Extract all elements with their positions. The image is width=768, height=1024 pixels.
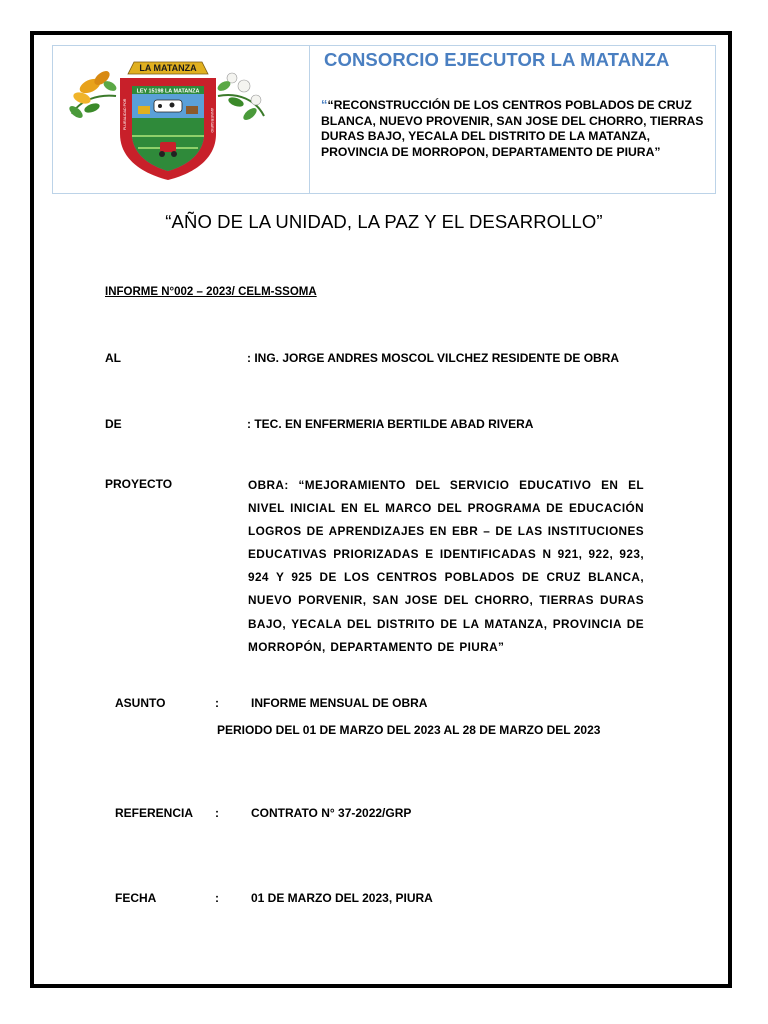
field-label-asunto: ASUNTO — [115, 696, 166, 710]
field-label-fecha: FECHA — [115, 891, 157, 905]
year-title: “AÑO DE LA UNIDAD, LA PAZ Y EL DESARROLLO” — [165, 211, 603, 232]
right-branch-decoration — [216, 73, 264, 122]
field-colon-fecha: : — [215, 891, 219, 905]
field-value-fecha: 01 DE MARZO DEL 2023, PIURA — [251, 891, 433, 905]
svg-text:LA MATANZA: LA MATANZA — [139, 63, 197, 73]
report-number: INFORME N°002 – 2023/ CELM-SSOMA — [105, 286, 317, 298]
project-header-quote-mark: “ — [321, 97, 328, 112]
svg-text:PLURALIDAD POR: PLURALIDAD POR — [123, 98, 127, 130]
field-value-al: : ING. JORGE ANDRES MOSCOL VILCHEZ RESIDENTE DE OBRA — [247, 351, 620, 365]
field-label-referencia: REFERENCIA — [115, 806, 194, 820]
field-colon-referencia: : — [215, 806, 219, 820]
svg-text:LEY 15198 LA MATANZA: LEY 15198 LA MATANZA — [136, 88, 200, 95]
municipal-crest-logo — [68, 56, 268, 182]
company-name: CONSORCIO EJECUTOR LA MATANZA — [324, 49, 670, 70]
field-value-asunto-period: PERIODO DEL 01 DE MARZO DEL 2023 AL 28 DE MARZO DEL 2023 — [217, 723, 601, 737]
crest-ribbon — [132, 86, 204, 95]
field-colon-asunto: : — [215, 696, 219, 710]
field-value-proyecto: OBRA: “MEJORAMIENTO DEL SERVICIO EDUCATIVO EN EL NIVEL INICIAL EN EL MARCO DEL PROGRAMA DE EDUCACIÓN LOGROS DE APRENDIZAJES EN EBR – DE LAS INSTITUCIONES EDUCATIVAS PRIORIZADAS E IDENTIFICADAS N 921, 922, 923, 924 Y 925 DE LOS CENTROS POBLADOS DE CRUZ BLANCA, NUEVO PORVENIR, SAN JOSE DEL CHORRO, TIERRAS DURAS BAJO, YECALA DEL DISTRITO DE LA MATANZA, PROVINCIA DE MORROPÓN, DEPARTAMENTO DE PIURA” — [248, 478, 644, 654]
field-value-referencia: CONTRATO N° 37-2022/GRP — [251, 806, 412, 820]
svg-text:ANIVERSARIO: ANIVERSARIO — [210, 108, 214, 133]
project-header-text: “RECONSTRUCCIÓN DE LOS CENTROS POBLADOS DE CRUZ BLANCA, NUEVO PROVENIR, SAN JOSE DEL CHORRO, TIERRAS DURAS BAJO, YECALA DEL DISTRITO DE LA MATANZA, PROVINCIA DE MORROPON, DEPARTAMENTO DE PIURA” — [321, 98, 704, 159]
letterhead-divider — [309, 45, 310, 194]
field-label-de: DE — [105, 417, 122, 431]
field-value-asunto: INFORME MENSUAL DE OBRA — [251, 696, 428, 710]
project-header-title — [321, 97, 706, 160]
left-branch-decoration — [68, 68, 118, 120]
crest-top-banner — [128, 62, 208, 74]
field-label-al: AL — [105, 351, 121, 365]
field-label-proyecto: PROYECTO — [105, 477, 173, 491]
field-value-de: : TEC. EN ENFERMERIA BERTILDE ABAD RIVERA — [247, 417, 534, 431]
